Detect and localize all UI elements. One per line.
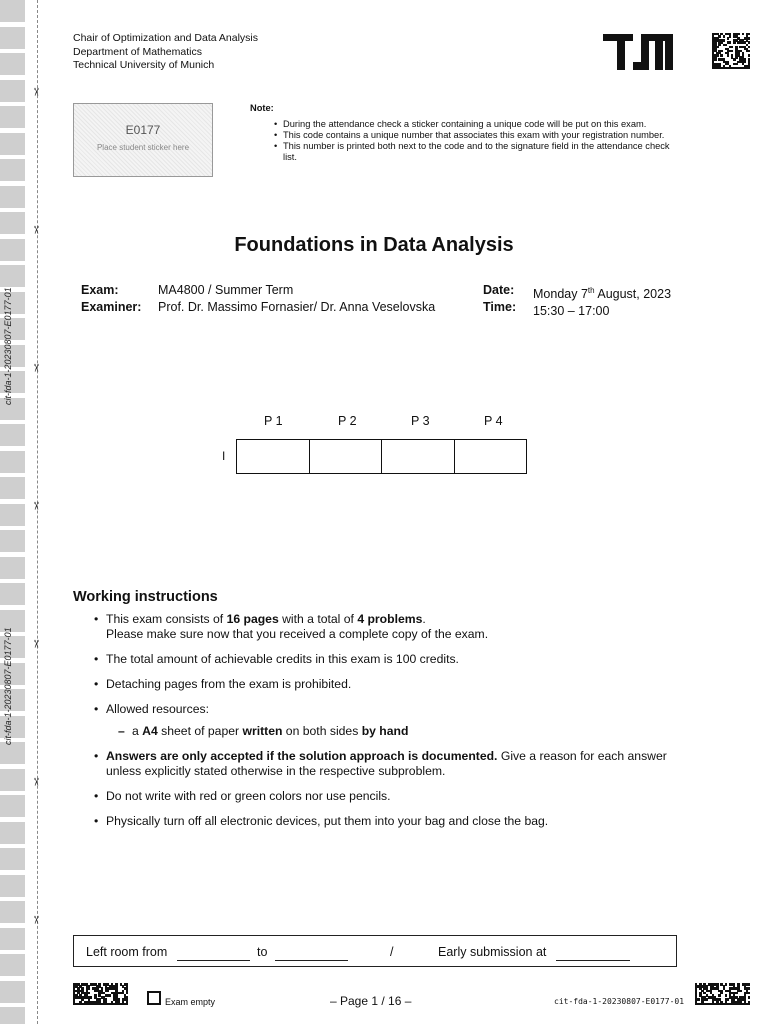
left-room-label: Left room from — [86, 945, 168, 959]
code-module — [748, 67, 750, 69]
return-time-field[interactable] — [275, 960, 348, 961]
code-module — [714, 58, 716, 60]
strip-segment — [0, 106, 25, 130]
slash-separator: / — [390, 945, 394, 959]
code-module — [735, 56, 737, 58]
code-module — [720, 992, 722, 995]
code-module — [748, 33, 750, 35]
code-module — [748, 992, 750, 995]
code-module — [748, 1003, 750, 1005]
working-instructions-title: Working instructions — [73, 589, 218, 605]
code-module — [748, 54, 750, 56]
instruction-item: • Answers are only accepted if the solution approach is documented. Give a reason for each answer unless explicitly stated otherwise in the respective subproblem. — [90, 749, 678, 779]
instruction-item: • Do not write with red or green colors nor use pencils. — [90, 789, 678, 804]
scissors-icon: ✂ — [29, 777, 42, 787]
code-module — [748, 996, 750, 999]
code-module — [697, 998, 699, 1001]
code-module — [716, 46, 718, 48]
exam-title: Foundations in Data Analysis — [234, 234, 514, 256]
code-module — [725, 983, 727, 986]
early-submission-label: Early submission at — [438, 945, 547, 959]
qr-code-bottom-right — [695, 983, 750, 1005]
instruction-item: • The total amount of achievable credits in this exam is 100 credits. — [90, 652, 678, 667]
note-list — [250, 119, 680, 163]
institution-block — [73, 32, 258, 73]
code-module — [718, 44, 720, 46]
instruction-item: • Allowed resources: — [90, 702, 678, 717]
strip-segment — [0, 795, 25, 819]
instruction-item: • This exam consists of 16 pages with a total of 4 problems. Please make sure now that you received a complete copy of the exam. — [90, 612, 678, 642]
instruction-subitem: – a A4 sheet of paper written on both sides by hand — [90, 724, 678, 739]
strip-segment — [0, 981, 25, 1005]
early-submission-field[interactable] — [556, 960, 630, 961]
strip-segment — [0, 133, 25, 157]
code-module — [720, 50, 722, 52]
code-module — [723, 35, 725, 37]
strip-segment — [0, 1007, 25, 1024]
code-module — [727, 998, 729, 1001]
strip-segment — [0, 901, 25, 925]
code-module — [126, 1003, 128, 1005]
strip-segment — [0, 212, 25, 236]
code-module — [706, 998, 708, 1001]
code-module — [733, 41, 735, 43]
note-item: • This code contains a unique number that associates this exam with your registration number. — [274, 130, 680, 141]
code-module — [748, 46, 750, 48]
strip-segment — [0, 451, 25, 475]
scissors-icon: ✂ — [29, 225, 42, 235]
vertical-exam-code — [3, 731, 13, 745]
code-module — [725, 994, 727, 997]
code-module — [748, 987, 750, 990]
time-value: 15:30 – 17:00 — [533, 304, 610, 319]
code-module — [88, 992, 90, 995]
exam-label: Exam: — [81, 283, 119, 297]
code-module — [723, 39, 725, 41]
code-module — [731, 50, 733, 52]
code-module — [718, 994, 720, 997]
binding-strip — [0, 0, 26, 1024]
code-module — [748, 983, 750, 986]
attendance-note — [250, 103, 680, 163]
strip-segment — [0, 742, 25, 766]
exam-label-column — [81, 282, 141, 316]
scissors-icon: ✂ — [29, 363, 42, 373]
strip-segment — [0, 186, 25, 210]
code-module — [109, 994, 111, 997]
code-module — [716, 54, 718, 56]
code-module — [737, 33, 739, 35]
strip-segment — [0, 477, 25, 501]
strip-segment — [0, 27, 25, 51]
points-row-label: I — [222, 449, 226, 463]
note-title: Note: — [250, 103, 274, 113]
strip-segment — [0, 822, 25, 846]
strip-segment — [0, 530, 25, 554]
code-module — [725, 44, 727, 46]
strip-segment — [0, 769, 25, 793]
strip-segment — [0, 848, 25, 872]
code-module — [733, 58, 735, 60]
points-cell-p4[interactable] — [454, 439, 528, 474]
exam-empty-label: Exam empty — [165, 997, 216, 1007]
strip-segment — [0, 954, 25, 978]
code-module — [718, 35, 720, 37]
points-cell-p3[interactable] — [381, 439, 455, 474]
code-module — [739, 990, 741, 993]
vertical-exam-code — [3, 391, 13, 405]
footer-exam-code: cit-fda-1-20230807-E0177-01 — [554, 997, 685, 1006]
strip-segment — [0, 0, 25, 24]
student-sticker-box — [73, 103, 213, 177]
note-item: • During the attendance check a sticker containing a unique code will be put on this exam. — [274, 119, 680, 130]
sticker-hint: Place student sticker here — [96, 143, 190, 152]
strip-segment — [0, 557, 25, 581]
left-room-time-field[interactable] — [177, 960, 250, 961]
strip-segment — [0, 583, 25, 607]
code-module — [731, 46, 733, 48]
cut-line — [37, 0, 38, 1024]
sticker-code: E0177 — [125, 123, 161, 137]
exam-value-column — [158, 282, 435, 316]
page-number: – Page 1 / 16 – — [330, 994, 412, 1008]
scissors-icon: ✂ — [29, 87, 42, 97]
qr-code-top — [712, 33, 750, 69]
points-cell-p2[interactable] — [309, 439, 383, 474]
university-name: Technical University of Munich — [73, 59, 215, 71]
strip-segment — [0, 80, 25, 104]
working-instructions-list — [90, 612, 678, 839]
code-module — [742, 33, 744, 35]
code-module — [735, 63, 737, 65]
examiner-label: Examiner: — [81, 300, 142, 314]
scissors-icon: ✂ — [29, 639, 42, 649]
time-label: Time: — [483, 300, 517, 314]
code-module — [88, 987, 90, 990]
department-name: Department of Mathematics — [73, 45, 202, 58]
strip-segment — [0, 875, 25, 899]
instruction-item: • Detaching pages from the exam is prohibited. — [90, 677, 678, 692]
code-module — [748, 50, 750, 52]
date-label: Date: — [483, 283, 515, 297]
strip-segment — [0, 53, 25, 77]
exam-empty-checkbox[interactable] — [147, 991, 161, 1005]
problem-label: P 2 — [338, 414, 357, 428]
code-module — [727, 37, 729, 39]
leave-room-box — [73, 935, 677, 967]
to-label: to — [257, 945, 268, 959]
note-item: • This number is printed both next to the code and to the signature field in the attendance check list. — [274, 141, 680, 163]
points-cell-p1[interactable] — [236, 439, 310, 474]
code-module — [729, 35, 731, 37]
code-module — [107, 990, 109, 993]
strip-segment — [0, 159, 25, 183]
strip-segment — [0, 928, 25, 952]
code-module — [720, 54, 722, 56]
qr-code-bottom-left — [73, 983, 128, 1005]
code-module — [744, 61, 746, 63]
scissors-icon: ✂ — [29, 501, 42, 511]
instruction-item: • Physically turn off all electronic devices, put them into your bag and close the bag. — [90, 814, 678, 829]
strip-segment — [0, 424, 25, 448]
code-module — [126, 992, 128, 995]
examiner-value: Prof. Dr. Massimo Fornasier/ Dr. Anna Veselovska — [158, 300, 436, 314]
problem-label: P 4 — [484, 414, 503, 428]
code-module — [90, 996, 92, 999]
strip-segment — [0, 265, 25, 289]
code-module — [735, 992, 737, 995]
date-label-column — [483, 282, 516, 316]
date-value: Monday 7th August, 2023 — [533, 286, 672, 302]
tum-logo — [603, 34, 673, 70]
code-module — [729, 41, 731, 43]
problem-label: P 3 — [411, 414, 430, 428]
points-table — [237, 439, 527, 474]
date-value-column — [533, 282, 671, 320]
exam-value: MA4800 / Summer Term — [158, 283, 294, 297]
strip-segment — [0, 504, 25, 528]
chair-name: Chair of Optimization and Data Analysis — [73, 32, 259, 44]
code-module — [748, 41, 750, 43]
problem-label: P 1 — [264, 414, 283, 428]
code-module — [748, 37, 750, 39]
scissors-icon: ✂ — [29, 915, 42, 925]
code-module — [727, 54, 729, 56]
